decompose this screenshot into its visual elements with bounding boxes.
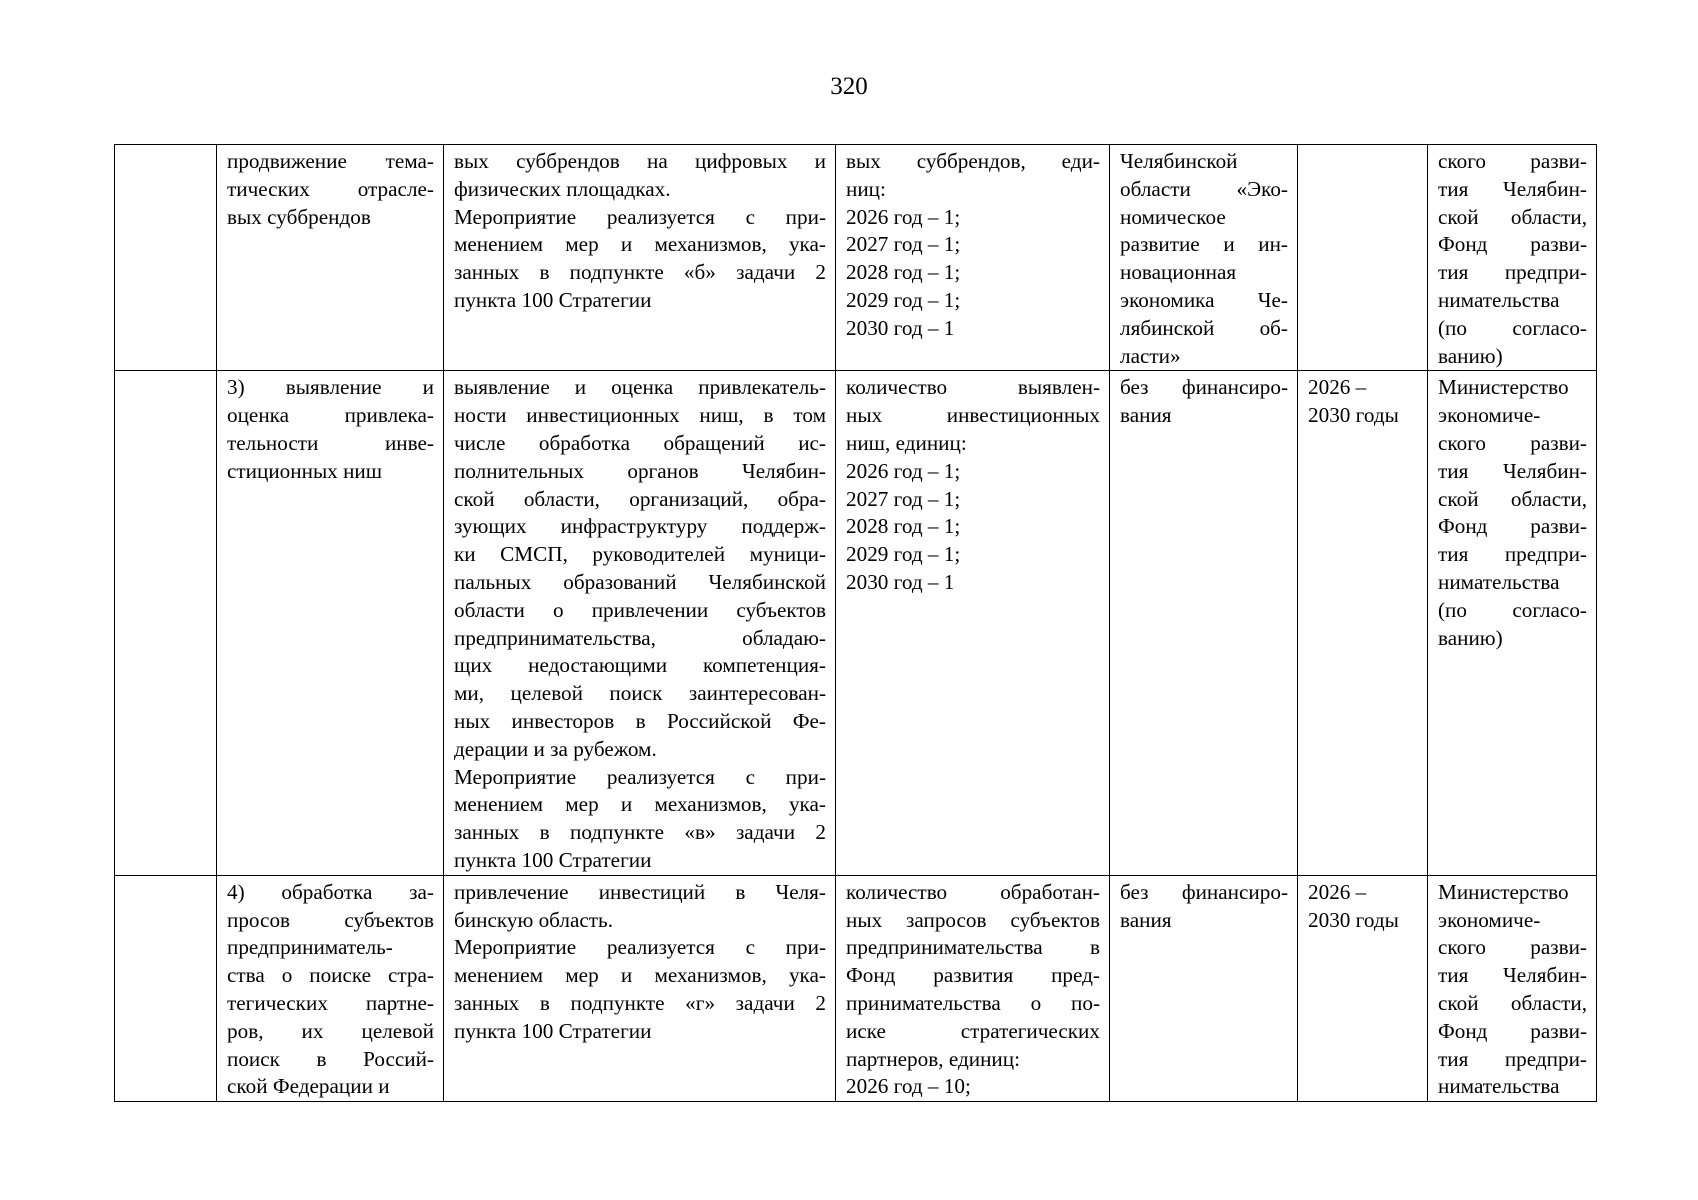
cell-text-line: 2026 год – 10;	[846, 1074, 971, 1099]
cell-text-line: ных инвесторов в Российской Фе-	[454, 708, 826, 733]
indicator-cell	[836, 145, 1110, 371]
cell-text-line: ных запросов субъектов	[846, 907, 1100, 932]
financing-cell	[1110, 371, 1298, 875]
table-row	[115, 371, 1597, 875]
measure-name-cell	[217, 875, 444, 1101]
cell-text-line: Министерство	[1438, 879, 1569, 904]
table-row	[115, 145, 1597, 371]
cell-text-line: вых суббрендов, еди-	[846, 149, 1100, 173]
cell-text-line: принимательства о по-	[846, 990, 1100, 1015]
cell-text-line: ства о поиске стра-	[227, 963, 434, 988]
cell-text-line: ской области,	[1438, 204, 1587, 229]
measure-content-cell	[444, 875, 836, 1101]
cell-text-line: ласти»	[1120, 343, 1181, 368]
financing-cell	[1110, 875, 1298, 1101]
cell-text-line: вания	[1120, 907, 1172, 932]
cell-text-line: без финансиро-	[1120, 879, 1288, 904]
cell-text-line: тия Челябин-	[1438, 176, 1587, 201]
cell-text-line: 2029 год – 1;	[846, 287, 961, 312]
cell-text-line: пункта 100 Стратегии	[454, 287, 652, 312]
cell-text-line: Фонд разви-	[1438, 514, 1587, 539]
responsible-cell	[1428, 371, 1597, 875]
cell-text-line: поиск в Россий-	[227, 1046, 434, 1071]
cell-text-line: 2026 год – 1;	[846, 204, 961, 229]
cell-text-line: без финансиро-	[1120, 375, 1288, 400]
cell-text-line: ности инвестиционных ниш, в том	[454, 403, 826, 428]
row-number-cell	[115, 145, 217, 371]
cell-text-line: щих недостающими компетенция-	[454, 653, 826, 678]
cell-text-line: 2030 год – 1	[846, 315, 955, 340]
cell-text-line: ванию)	[1438, 625, 1503, 650]
cell-text-line: 3) выявление и	[227, 375, 434, 400]
measures-table	[114, 144, 1597, 1102]
cell-text-line: вых суббрендов на цифровых и	[454, 149, 826, 173]
cell-text-line: физических площадках.	[454, 176, 671, 201]
cell-text-line: Фонд разви-	[1438, 232, 1587, 257]
cell-text-line: количество обработан-	[846, 879, 1100, 904]
cell-text-line: 2030 годы	[1308, 403, 1399, 428]
cell-text-line: числе обработка обращений ис-	[454, 430, 826, 455]
cell-text-line: Фонд разви-	[1438, 1018, 1587, 1043]
cell-text-line: тических отрасле-	[227, 176, 434, 201]
cell-text-line: ского разви-	[1438, 935, 1587, 960]
table-row	[115, 875, 1597, 1101]
cell-text-line: 2028 год – 1;	[846, 514, 961, 539]
cell-text-line: Челябинской	[1120, 149, 1238, 173]
cell-text-line: новационная	[1120, 260, 1237, 285]
cell-text-line: ского разви-	[1438, 430, 1587, 455]
cell-text-line: 2030 год – 1	[846, 569, 955, 594]
cell-text-line: занных в подпункте «в» задачи 2	[454, 820, 826, 845]
cell-text-line: 2027 год – 1;	[846, 486, 961, 511]
indicator-cell	[836, 371, 1110, 875]
cell-text-line: тегических партне-	[227, 990, 434, 1015]
cell-text-line: 2027 год – 1;	[846, 232, 961, 257]
cell-text-line: Фонд развития пред-	[846, 963, 1100, 988]
cell-text-line: 2026 год – 1;	[846, 458, 961, 483]
indicator-cell	[836, 875, 1110, 1101]
cell-text-line: предпринимательства, обладаю-	[454, 625, 826, 650]
responsible-cell	[1428, 145, 1597, 371]
cell-text-line: выявление и оценка привлекатель-	[454, 375, 826, 400]
cell-text-line: экономиче-	[1438, 907, 1541, 932]
cell-text-line: экономика Че-	[1120, 287, 1288, 312]
cell-text-line: 2026 –	[1308, 375, 1367, 400]
cell-text-line: нимательства	[1438, 1074, 1560, 1099]
cell-text-line: ской области,	[1438, 486, 1587, 511]
cell-text-line: ми, целевой поиск заинтересован-	[454, 681, 826, 706]
cell-text-line: оценка привлека-	[227, 403, 434, 428]
cell-text-line: 2030 годы	[1308, 907, 1399, 932]
cell-text-line: вания	[1120, 403, 1172, 428]
cell-text-line: области «Эко-	[1120, 176, 1288, 201]
cell-text-line: (по согласо-	[1438, 597, 1587, 622]
cell-text-line: менением мер и механизмов, ука-	[454, 963, 826, 988]
cell-text-line: ванию)	[1438, 343, 1503, 368]
cell-text-line: ниш, единиц:	[846, 430, 967, 455]
cell-text-line: экономиче-	[1438, 403, 1541, 428]
cell-text-line: ской Федерации и	[227, 1074, 390, 1099]
row-number-cell	[115, 875, 217, 1101]
cell-text-line: тия предпри-	[1438, 1046, 1587, 1071]
cell-text-line: вых суббрендов	[227, 204, 371, 229]
cell-text-line: 2028 год – 1;	[846, 260, 961, 285]
measure-content-cell	[444, 145, 836, 371]
cell-text-line: ской области, организаций, обра-	[454, 486, 826, 511]
cell-text-line: 2026 –	[1308, 879, 1367, 904]
cell-text-line: области о привлечении субъектов	[454, 597, 826, 622]
cell-text-line: тия предпри-	[1438, 260, 1587, 285]
cell-text-line: предприниматель-	[227, 935, 393, 960]
cell-text-line: менением мер и механизмов, ука-	[454, 232, 826, 257]
cell-text-line: (по согласо-	[1438, 315, 1587, 340]
cell-text-line: Министерство	[1438, 375, 1569, 400]
cell-text-line: продвижение тема-	[227, 149, 434, 173]
cell-text-line: нимательства	[1438, 287, 1560, 312]
cell-text-line: ки СМСП, руководителей муници-	[454, 542, 826, 567]
cell-text-line: тия Челябин-	[1438, 458, 1587, 483]
cell-text-line: полнительных органов Челябин-	[454, 458, 826, 483]
responsible-cell	[1428, 875, 1597, 1101]
cell-text-line: номическое	[1120, 204, 1226, 229]
cell-text-line: тия предпри-	[1438, 542, 1587, 567]
cell-text-line: развитие и ин-	[1120, 232, 1288, 257]
cell-text-line: количество выявлен-	[846, 375, 1100, 400]
cell-text-line: стиционных ниш	[227, 458, 383, 483]
period-cell	[1298, 145, 1428, 371]
cell-text-line: зующих инфраструктуру поддерж-	[454, 514, 826, 539]
cell-text-line: ского разви-	[1438, 149, 1587, 173]
cell-text-line: лябинской об-	[1120, 315, 1288, 340]
period-cell	[1298, 875, 1428, 1101]
cell-text-line: 4) обработка за-	[227, 879, 434, 904]
cell-text-line: Мероприятие реализуется с при-	[454, 204, 826, 229]
cell-text-line: предпринимательства в	[846, 935, 1100, 960]
cell-text-line: пункта 100 Стратегии	[454, 847, 652, 872]
cell-text-line: партнеров, единиц:	[846, 1046, 1020, 1071]
cell-text-line: дерации и за рубежом.	[454, 736, 657, 761]
cell-text-line: тельности инве-	[227, 430, 434, 455]
cell-text-line: тия Челябин-	[1438, 963, 1587, 988]
financing-cell	[1110, 145, 1298, 371]
cell-text-line: бинскую область.	[454, 907, 614, 932]
cell-text-line: Мероприятие реализуется с при-	[454, 935, 826, 960]
measure-content-cell	[444, 371, 836, 875]
cell-text-line: ниц:	[846, 176, 886, 201]
cell-text-line: занных в подпункте «г» задачи 2	[454, 990, 826, 1015]
cell-text-line: иске стратегических	[846, 1018, 1100, 1043]
cell-text-line: нимательства	[1438, 569, 1560, 594]
cell-text-line: 2029 год – 1;	[846, 542, 961, 567]
cell-text-line: менением мер и механизмов, ука-	[454, 792, 826, 817]
period-cell	[1298, 371, 1428, 875]
cell-text-line: занных в подпункте «б» задачи 2	[454, 260, 826, 285]
cell-text-line: пункта 100 Стратегии	[454, 1018, 652, 1043]
cell-text-line: привлечение инвестиций в Челя-	[454, 879, 826, 904]
cell-text-line: ных инвестиционных	[846, 403, 1100, 428]
cell-text-line: пальных образований Челябинской	[454, 569, 826, 594]
cell-text-line: Мероприятие реализуется с при-	[454, 764, 826, 789]
cell-text-line: ров, их целевой	[227, 1018, 434, 1043]
cell-text-line: просов субъектов	[227, 907, 434, 932]
measure-name-cell	[217, 145, 444, 371]
row-number-cell	[115, 371, 217, 875]
cell-text-line: ской области,	[1438, 990, 1587, 1015]
measure-name-cell	[217, 371, 444, 875]
page-number: 320	[830, 73, 868, 100]
